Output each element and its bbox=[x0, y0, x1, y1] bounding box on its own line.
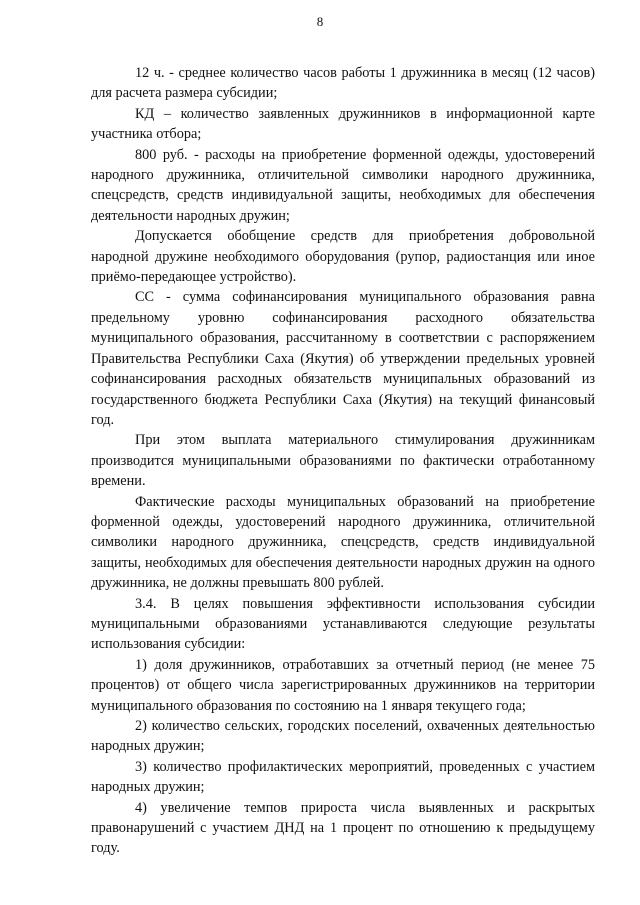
paragraph-equipment-allowance: Допускается обобщение средств для приобретения добровольной народной дружине необходимого оборудования (рупор, радиостанция или иное приёмо-передающее устройство). bbox=[91, 228, 595, 286]
page-number: 8 bbox=[316, 14, 324, 29]
paragraph-hours-definition: 12 ч. - среднее количество часов работы 1 дружинника в месяц (12 часов) для расчета размера субсидии; bbox=[91, 65, 595, 102]
list-item-result-3: 3) количество профилактических мероприятий, проведенных с участием народных дружин; bbox=[91, 758, 595, 796]
paragraph-kd-definition: КД – количество заявленных дружинников в информационной карте участника отбора; bbox=[91, 105, 595, 143]
paragraph-expense-limit: Фактические расходы муниципальных образований на приобретение форменной одежды, удостоверений народного дружинника, отличительной символики народного дружинника, спецсредств, средств индивидуальной защиты, необходимых для обеспечения деятельности народных дружин на одного дружинника, не должны превышать 800 рублей. bbox=[91, 493, 595, 592]
paragraph-cc-definition: СС - сумма софинансирования муниципального образования равна предельному уровню софинансирования расходного обязательства муниципального образования, рассчитанному в соответствии с распоряжением Правительства Республики Саха (Якутия) об утверждении предельных уровней софинансирования расходных обязательств муниципальных образований из государственного бюджета Республики Саха (Якутия) на текущий финансовый год. bbox=[91, 289, 595, 428]
list-item-result-4: 4) увеличение темпов прироста числа выявленных и раскрытых правонарушений с участием ДНД на 1 процент по отношению к предыдущему году. bbox=[91, 799, 595, 857]
document-body bbox=[91, 63, 595, 859]
paragraph-section-3-4: 3.4. В целях повышения эффективности использования субсидии муниципальными образованиями устанавливаются следующие результаты использования субсидии: bbox=[91, 595, 595, 653]
paragraph-payment-basis: При этом выплата материального стимулирования дружинникам производится муниципальными образованиями по фактически отработанному времени. bbox=[91, 432, 595, 490]
paragraph-800-rub-definition: 800 руб. - расходы на приобретение форменной одежды, удостоверений народного дружинника, отличительной символики народного дружинника, спецсредств, средств индивидуальной защиты, необходимых для обеспечения деятельности народных дружин; bbox=[91, 146, 595, 224]
list-item-result-1: 1) доля дружинников, отработавших за отчетный период (не менее 75 процентов) от общего числа зарегистрированных дружинников на территории муниципального образования по состоянию на 1 января текущего года; bbox=[91, 656, 595, 714]
list-item-result-2: 2) количество сельских, городских поселений, охваченных деятельностью народных дружин; bbox=[91, 718, 595, 755]
